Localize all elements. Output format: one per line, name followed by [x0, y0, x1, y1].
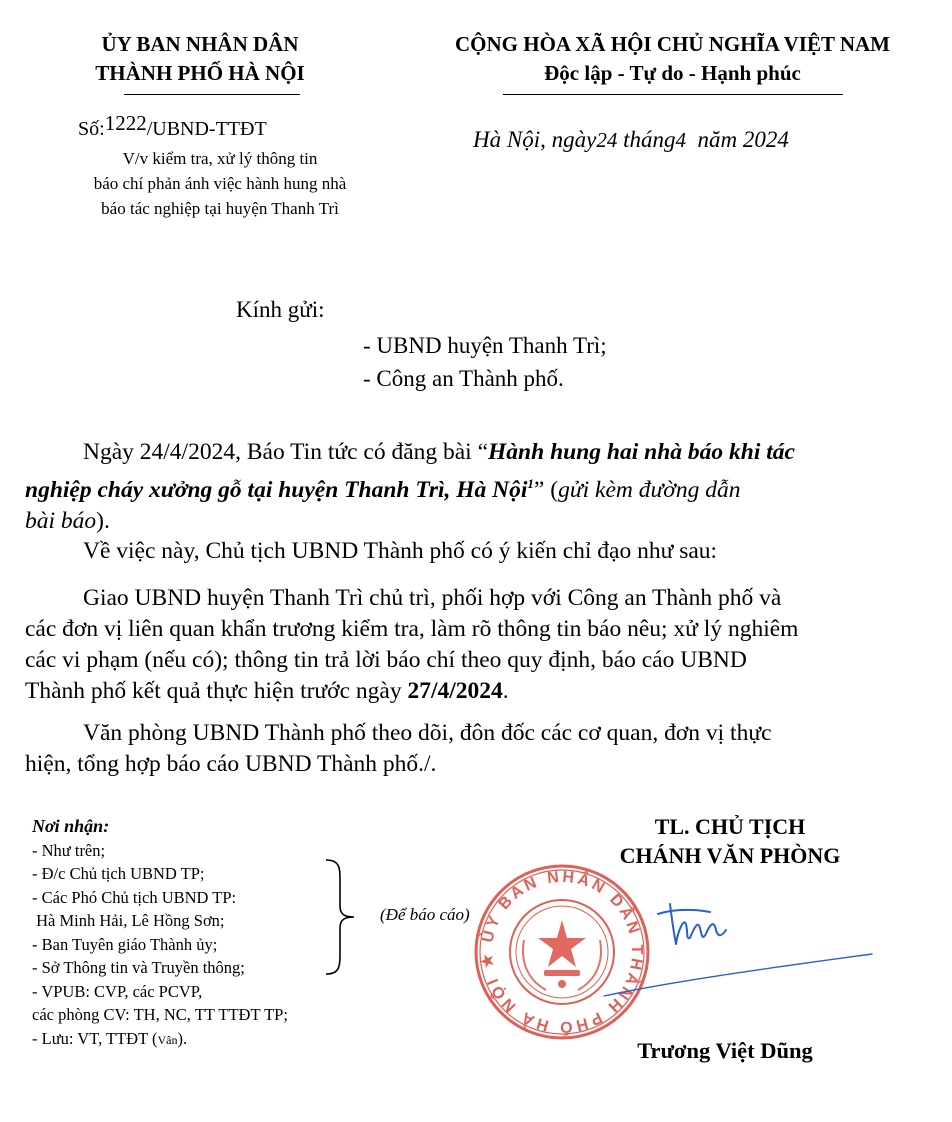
text: bài báo: [25, 507, 97, 534]
subject-line-2: báo chí phản ánh việc hành hung nhà: [93, 174, 347, 193]
recipients-block: [32, 815, 288, 1052]
body-paragraph-2: [25, 536, 931, 567]
text: .: [502, 678, 509, 704]
body-line: các vi phạm (nếu có); thông tin trả lời báo chí theo quy định, báo cáo UBND: [25, 647, 747, 673]
recipient-item: Hà Minh Hải, Lê Hồng Sơn;: [32, 911, 225, 930]
recipient-item: - Sở Thông tin và Truyền thông;: [32, 958, 245, 977]
date-day: 24: [596, 128, 618, 152]
body-paragraph-1: [25, 437, 931, 537]
footnote-marker: 1: [527, 476, 534, 491]
org-underline: [124, 94, 300, 95]
signer-name: Trương Việt Dũng: [637, 1038, 813, 1063]
text: gửi kèm đường dẫn: [558, 476, 741, 503]
article-title: Hành hung hai nhà báo khi tác: [488, 439, 795, 465]
number-prefix: Số:: [78, 118, 105, 140]
date-month: 4: [675, 128, 686, 152]
svg-text:ỦY BAN NHÂN DÂN THÀNH PHỐ HÀ N: ỦY BAN NHÂN DÂN THÀNH PHỐ HÀ NỘI ★: [478, 868, 646, 1036]
signature-title-line-1: TL. CHỦ TỊCH: [654, 814, 806, 839]
text: ).: [177, 1028, 188, 1048]
recipient-item: - Các Phó Chủ tịch UBND TP:: [32, 887, 237, 907]
body-line: [25, 676, 931, 707]
text: ).: [96, 507, 110, 534]
recipient-item: các phòng CV: TH, NC, TT TTĐT TP;: [32, 1005, 288, 1024]
date-line: [473, 127, 789, 153]
date-month-label: tháng: [623, 127, 676, 152]
recipient-item: [32, 1027, 288, 1053]
number-suffix: /UBND-TTĐT: [146, 118, 267, 140]
signature-title-line-2: CHÁNH VĂN PHÒNG: [619, 843, 841, 868]
org-name-block: [40, 30, 360, 88]
text: Ngày 24/4/2024, Báo Tin tức có đăng bài “: [83, 439, 489, 465]
date-year: năm 2024: [697, 127, 789, 152]
handwritten-signature: [600, 890, 880, 1000]
body-paragraph-3: [25, 583, 931, 707]
recipient-item: - Ban Tuyên giáo Thành ủy;: [32, 934, 218, 954]
org-line-2: THÀNH PHỐ HÀ NỘI: [95, 61, 305, 85]
national-title-block: [395, 30, 950, 88]
date-prefix: Hà Nội, ngày: [473, 127, 597, 152]
body-paragraph-4: [25, 718, 931, 780]
addressee-item: - UBND huyện Thanh Trì;: [363, 333, 607, 358]
number-value: 1222: [104, 111, 147, 135]
curly-brace-icon: [322, 858, 358, 976]
body-line: hiện, tổng hợp báo cáo UBND Thành phố./.: [25, 751, 437, 777]
deadline-date: 27/4/2024: [407, 678, 503, 704]
document-number: [78, 111, 267, 141]
motto-underline: [503, 94, 843, 95]
recipient-item: - Đ/c Chủ tịch UBND TP;: [32, 864, 205, 883]
text: ” (: [533, 476, 559, 503]
recipient-item: - VPUB: CVP, các PCVP,: [32, 981, 203, 1001]
body-line: Văn phòng UBND Thành phố theo dõi, đôn đốc các cơ quan, đơn vị thực: [83, 720, 772, 746]
subject-block: [30, 146, 410, 221]
body-line: các đơn vị liên quan khẩn trương kiểm tra, làm rõ thông tin báo nêu; xử lý nghiêm: [25, 616, 799, 642]
body-line: [25, 437, 931, 468]
recipient-item: - Như trên;: [32, 840, 106, 860]
archive-handler: Vân: [157, 1032, 178, 1047]
body-line: [25, 468, 931, 506]
for-report-note: (Để báo cáo): [380, 905, 470, 924]
addressee-item: - Công an Thành phố.: [363, 366, 564, 391]
addressee-label: Kính gửi:: [236, 297, 325, 322]
body-line: [25, 506, 931, 537]
country-motto: Độc lập - Tự do - Hạnh phúc: [544, 61, 801, 85]
body-line: Về việc này, Chủ tịch UBND Thành phố có ý kiến chỉ đạo như sau:: [83, 538, 718, 564]
article-title: nghiệp cháy xưởng gỗ tại huyện Thanh Trì, Hà Nội: [25, 476, 528, 503]
body-line: Giao UBND huyện Thanh Trì chủ trì, phối hợp với Công an Thành phố và: [83, 585, 782, 611]
subject-line-3: báo tác nghiệp tại huyện Thanh Trì: [101, 199, 339, 218]
text: Thành phố kết quả thực hiện trước ngày: [25, 678, 408, 704]
subject-line-1: V/v kiểm tra, xử lý thông tin: [122, 149, 318, 168]
text: - Lưu: VT, TTĐT (: [32, 1028, 158, 1048]
org-line-1: ỦY BAN NHÂN DÂN: [101, 32, 299, 56]
country-line-1: CỘNG HÒA XÃ HỘI CHỦ NGHĨA VIỆT NAM: [454, 32, 891, 56]
recipients-title: Nơi nhận:: [32, 816, 110, 836]
